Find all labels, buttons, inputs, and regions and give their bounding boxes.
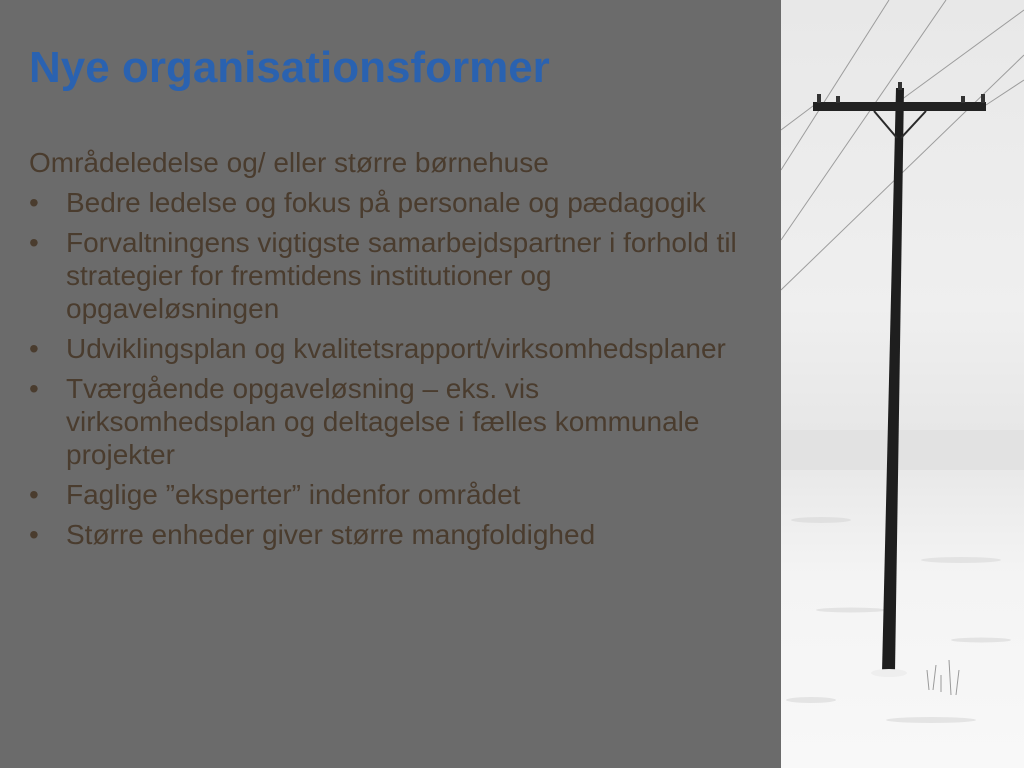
bullet-text: Større enheder giver større mangfoldighed — [66, 519, 596, 550]
bullet-text: Faglige ”eksperter” indenfor området — [66, 479, 521, 510]
telephone-pole-photo — [781, 0, 1024, 768]
bullet-dot: • — [29, 333, 39, 364]
bullet-item — [29, 478, 749, 511]
bullet-dot: • — [29, 519, 39, 550]
bullet-text: Bedre ledelse og fokus på personale og pædagogik — [66, 187, 706, 218]
telephone-pole-illustration — [781, 0, 1024, 768]
bullet-dot: • — [29, 227, 39, 258]
bullet-text: Tværgående opgaveløsning – eks. vis virksomhedsplan og deltagelse i fælles kommunale projekter — [66, 373, 700, 470]
pole — [813, 82, 986, 677]
bullet-list — [29, 186, 749, 551]
bullet-text: Forvaltningens vigtigste samarbejdspartner i forhold til strategier for fremtidens institutioner og opgaveløsningen — [66, 227, 737, 324]
slide-body — [29, 146, 749, 558]
bullet-item — [29, 186, 749, 219]
snow-texture — [786, 517, 1011, 723]
bullet-item — [29, 372, 749, 471]
slide-title: Nye organisationsformer — [29, 43, 550, 92]
grass-tufts — [927, 660, 959, 695]
lead-text: Områdeledelse og/ eller større børnehuse — [29, 147, 549, 178]
bullet-item — [29, 518, 749, 551]
bullet-item — [29, 226, 749, 325]
horizon-band — [781, 430, 1024, 470]
bullet-dot: • — [29, 373, 39, 404]
bullet-dot: • — [29, 187, 39, 218]
bullet-item — [29, 332, 749, 365]
bullet-dot: • — [29, 479, 39, 510]
bullet-text: Udviklingsplan og kvalitetsrapport/virksomhedsplaner — [66, 333, 726, 364]
